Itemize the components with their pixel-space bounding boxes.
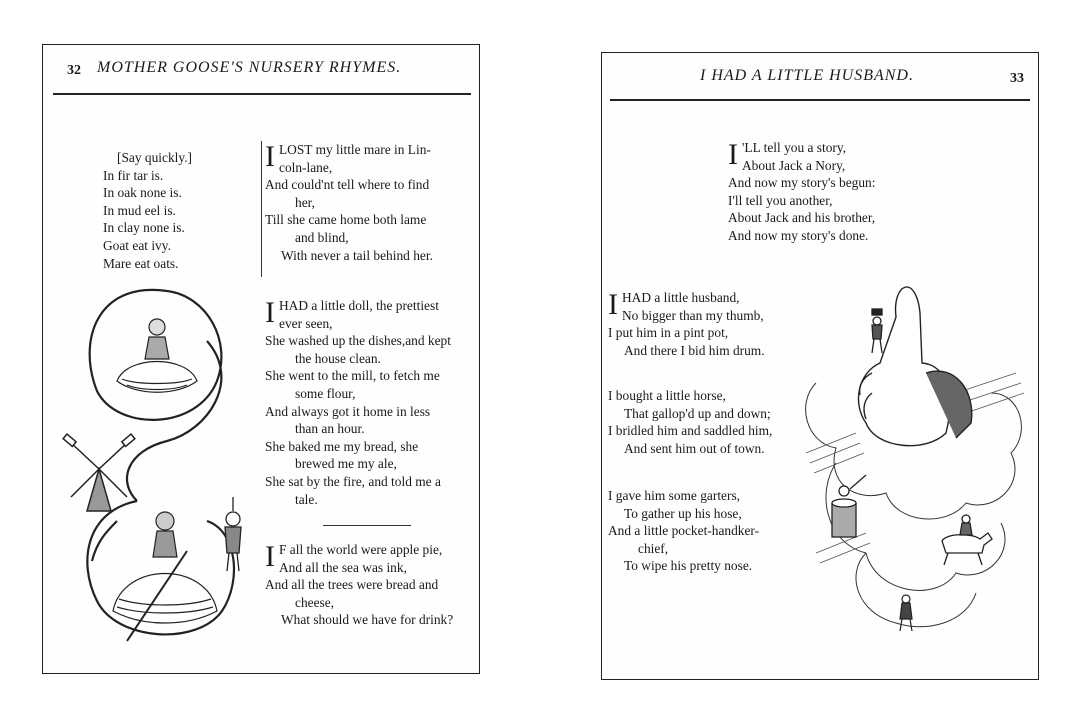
drop-cap: I [728, 138, 738, 171]
poem-line: I gave him some garters, [608, 488, 741, 503]
poem-line: than an hour. [295, 421, 365, 437]
poem-line: brewed me my ale, [295, 456, 397, 472]
poem-line: And now my story's begun: [728, 175, 876, 191]
poem-line: And a little pocket-handker- [608, 523, 760, 539]
poem-line: the house clean. [295, 350, 381, 366]
drop-cap: I [265, 296, 275, 329]
poem-line: F all the world were apple pie, [279, 542, 443, 557]
poem-line: Goat eat ivy. [103, 237, 171, 253]
poem-line: And always got it home in less [265, 403, 431, 419]
poem-line: To gather up his hose, [624, 505, 742, 521]
poem-jack-a-nory [728, 139, 948, 245]
poem-line: About Jack a Nory, [742, 157, 846, 173]
poem-line: I put him in a pint pot, [608, 325, 729, 341]
right-page [601, 52, 1039, 680]
drop-cap: I [265, 540, 275, 573]
poem-line: She sat by the fire, and told me a [265, 473, 441, 489]
poem-line: And all the sea was ink, [279, 559, 407, 575]
drop-cap: I [608, 288, 618, 321]
poem-little-husband [608, 289, 808, 359]
poem-line: HAD a little doll, the prettiest [279, 298, 439, 313]
poem-line: LOST my little mare in Lin- [279, 142, 431, 157]
poem-line: In fir tar is. [103, 167, 164, 183]
poem-line: No bigger than my thumb, [622, 307, 764, 323]
poem-line: In oak none is. [103, 185, 182, 201]
poem-line: I bridled him and saddled him, [608, 423, 773, 439]
header-rule [53, 93, 471, 95]
poem-line: and blind, [295, 229, 349, 245]
poem-garters [608, 487, 808, 575]
poem-line: She baked me my bread, she [265, 438, 419, 454]
poem-line: She washed up the dishes,and kept [265, 333, 451, 349]
poem-line: What should we have for drink? [281, 612, 454, 628]
section-rule [323, 525, 411, 526]
page-number: 32 [67, 63, 81, 78]
poem-apple-pie [265, 541, 475, 629]
poem-line: HAD a little husband, [622, 290, 740, 305]
page-number: 33 [1010, 71, 1024, 86]
poem-line: And there I bid him drum. [624, 342, 765, 358]
poem-line: In mud eel is. [103, 202, 176, 218]
running-header: MOTHER GOOSE'S NURSERY RHYMES. [97, 59, 402, 76]
poem-line: her, [295, 194, 315, 210]
poem-line: In clay none is. [103, 220, 185, 236]
husband-illustration [796, 253, 1032, 643]
poem-line: And now my story's done. [728, 227, 869, 243]
dolls-illustration [57, 281, 257, 661]
header-rule [610, 99, 1030, 101]
poem-line: Till she came home both lame [265, 212, 427, 228]
poem-line: To wipe his pretty nose. [624, 558, 753, 574]
poem-line: tale. [295, 491, 318, 507]
poem-line: chief, [638, 540, 669, 556]
poem-line: And all the trees were bread and [265, 577, 439, 593]
poem-line: ever seen, [279, 315, 333, 331]
poem-line: some flour, [295, 385, 356, 401]
poem-line: That gallop'd up and down; [624, 405, 771, 421]
poem-note: [Say quickly.] [117, 150, 192, 165]
poem-line: She went to the mill, to fetch me [265, 368, 440, 384]
poem-say-quickly [103, 149, 192, 272]
poem-line: coln-lane, [279, 159, 333, 175]
poem-lost-mare [265, 141, 475, 264]
poem-line: About Jack and his brother, [728, 210, 876, 226]
poem-line: Mare eat oats. [103, 255, 179, 271]
poem-little-doll [265, 297, 475, 508]
left-page [42, 44, 480, 674]
poem-line: cheese, [295, 594, 335, 610]
drop-cap: I [265, 140, 275, 173]
poem-line: And could'nt tell where to find [265, 177, 430, 193]
poem-line: 'LL tell you a story, [742, 140, 847, 155]
poem-little-horse [608, 387, 808, 457]
running-header: I HAD A LITTLE HUSBAND. [700, 67, 914, 84]
poem-line: I bought a little horse, [608, 388, 726, 403]
poem-line: And sent him out of town. [624, 440, 765, 456]
column-divider [261, 141, 262, 277]
poem-line: With never a tail behind her. [281, 247, 433, 263]
poem-line: I'll tell you another, [728, 192, 833, 208]
